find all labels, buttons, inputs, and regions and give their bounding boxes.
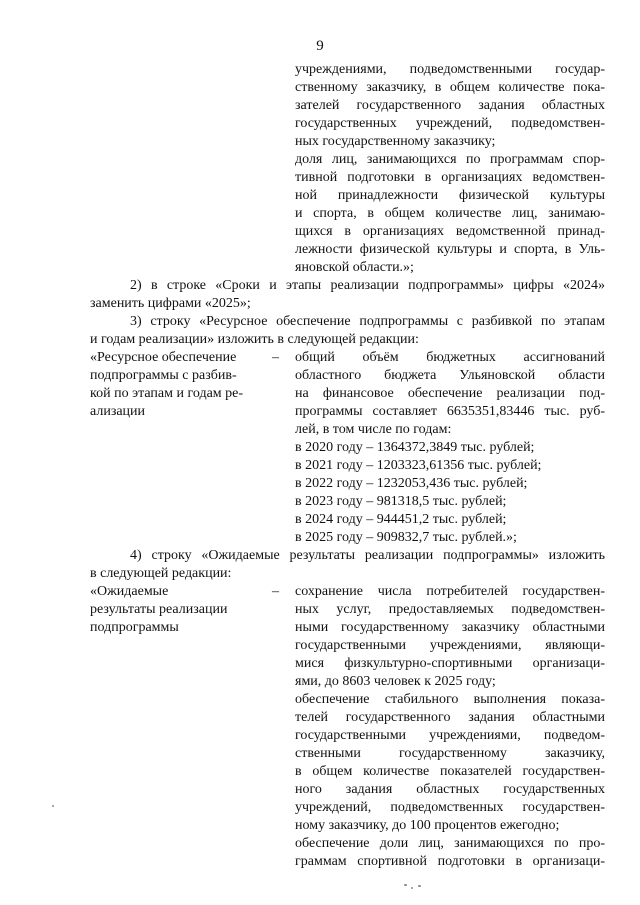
results-dash: –	[272, 584, 279, 599]
results-text-line: государственными учреждениями, являющи-	[295, 638, 605, 653]
item-4-line: 4) строку «Ожидаемые результаты реализации подпрограммы» изложить	[130, 548, 605, 563]
resource-year-line: в 2024 году – 944451,2 тыс. рублей;	[295, 512, 507, 527]
results-text-line: в общем количестве показателей государствен-	[295, 764, 605, 779]
item-3-line: и годам реализации» изложить в следующей редакции:	[90, 332, 419, 347]
text-line: лежности физической культуры и спорта, в Уль-	[295, 242, 605, 257]
resource-label-line: подпрограммы с разбив-	[90, 368, 237, 383]
resource-year-line: в 2022 году – 1232053,436 тыс. рублей;	[295, 476, 528, 491]
item-2-line: заменить цифрами «2025»;	[90, 296, 251, 311]
text-line: яновской области.»;	[295, 260, 414, 275]
results-text-line: ственными государственному заказчику,	[295, 746, 605, 761]
scan-speck	[404, 884, 407, 886]
results-text-line: граммам спортивной подготовки в организаци-	[295, 854, 605, 869]
results-text-line: обеспечение доли лиц, занимающихся по про-	[295, 836, 605, 851]
results-text-line: ного задания областных государственных	[295, 782, 605, 797]
results-text-line: ными государственному заказчику областными	[295, 620, 605, 635]
resource-label-line: кой по этапам и годам ре-	[90, 386, 244, 401]
results-text-line: телей государственного задания областными	[295, 710, 605, 725]
text-line: и спорта, в общем количестве лиц, занимаю-	[295, 206, 605, 221]
text-line: тивной подготовки в организациях ведомствен-	[295, 170, 605, 185]
results-text-line: обеспечение стабильного выполнения показа-	[295, 692, 605, 707]
scan-speck	[411, 887, 413, 889]
text-line: ных государственному заказчику;	[295, 134, 496, 149]
resource-year-line: в 2021 году – 1203323,61356 тыс. рублей;	[295, 458, 542, 473]
item-4-line: в следующей редакции:	[90, 566, 232, 581]
results-label-line: «Ожидаемые	[90, 584, 169, 599]
text-line: ственному заказчику, в общем количестве пока-	[295, 80, 605, 95]
resource-text-line: программы составляет 6635351,83446 тыс. руб-	[295, 404, 605, 419]
results-text-line: ному заказчику, до 100 процентов ежегодно;	[295, 818, 560, 833]
text-line: учреждениями, подведомственными государ-	[295, 62, 605, 77]
item-2-line: 2) в строке «Сроки и этапы реализации подпрограммы» цифры «2024»	[130, 278, 605, 293]
resource-year-line: в 2020 году – 1364372,3849 тыс. рублей;	[295, 440, 535, 455]
item-3-line: 3) строку «Ресурсное обеспечение подпрограммы с разбивкой по этапам	[130, 314, 605, 329]
resource-year-line: в 2023 году – 981318,5 тыс. рублей;	[295, 494, 507, 509]
text-line: ной принадлежности физической культуры	[295, 188, 605, 203]
page-number: 9	[316, 38, 324, 54]
results-label-line: результаты реализации	[90, 602, 228, 617]
results-text-line: ных услуг, предоставляемых подведомствен-	[295, 602, 605, 617]
results-text-line: сохранение числа потребителей государствен-	[295, 584, 605, 599]
resource-dash: –	[272, 350, 279, 365]
text-line: государственных учреждений, подведомствен-	[295, 116, 605, 131]
resource-year-line: в 2025 году – 909832,7 тыс. рублей.»;	[295, 530, 517, 545]
results-text-line: ями, до 8603 человек к 2025 году;	[295, 674, 496, 689]
results-label-line: подпрограммы	[90, 620, 179, 635]
results-text-line: государственными учреждениями, подведом-	[295, 728, 605, 743]
results-text-line: учреждений, подведомственных государствен-	[295, 800, 605, 815]
scan-speck	[418, 885, 421, 887]
resource-label-line: ализации	[90, 404, 146, 419]
text-line: зателей государственного задания областных	[295, 98, 605, 113]
scan-speck	[52, 805, 54, 807]
resource-label-line: «Ресурсное обеспечение	[90, 350, 237, 365]
resource-text-line: общий объём бюджетных ассигнований	[295, 350, 605, 365]
resource-text-line: лей, в том числе по годам:	[295, 422, 452, 437]
text-line: доля лиц, занимающихся по программам спор-	[295, 152, 605, 167]
text-line: щихся в организациях ведомственной принад-	[295, 224, 605, 239]
resource-text-line: областного бюджета Ульяновской области	[295, 368, 605, 383]
results-text-line: мися физкультурно-спортивными организаци-	[295, 656, 605, 671]
resource-text-line: на финансовое обеспечение реализации под-	[295, 386, 605, 401]
